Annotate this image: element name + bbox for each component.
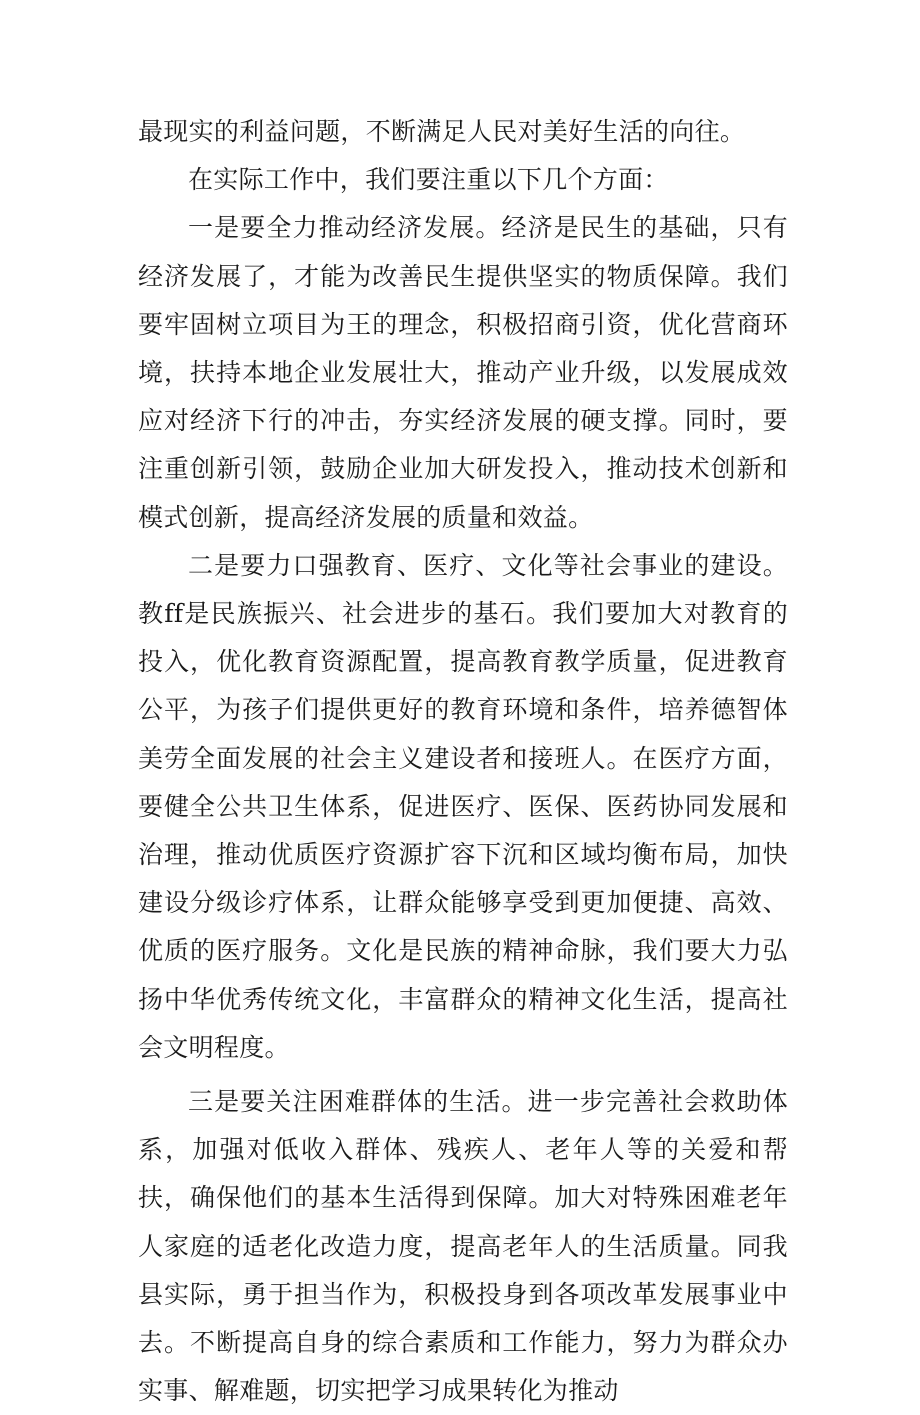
paragraph-2: 在实际工作中，我们要注重以下几个方面： (188, 165, 669, 195)
paragraph-4: 二是要力口强教育、医疗、文化等社会事业的建设。教ff是民族振兴、社会进步的基石。我们要加大对教育的投入，优化教育资源配置，提高教育教学质量，促进教育公平，为孩子们提供更好的教育环境和条件，培养德智体美劳全面发展的社会主义建设者和接班人。在医疗方面，要健全公共卫生体系，促进医疗、医保、医药协同发展和治理，推动优质医疗资源扩容下沉和区域均衡布局，加快建设分级诊疗体系，让群众能够享受到更加便捷、高效、优质的医疗服务。文化是民族的精神命脉，我们要大力弘扬中华优秀传统文化，丰富群众的精神文化生活，提高社会文明程度。 (138, 550, 788, 1062)
document-body (138, 108, 788, 1415)
paragraph-5: 三是要关注困难群体的生活。进一步完善社会救助体系，加强对低收入群体、残疾人、老年人等的关爱和帮扶，确保他们的基本生活得到保障。加大对特殊困难老年人家庭的适老化改造力度，提高老年人的生活质量。同我县实际，勇于担当作为，积极投身到各项改革发展事业中去。不断提高自身的综合素质和工作能力，努力为群众办实事、解难题，切实把学习成果转化为推动 (138, 1087, 788, 1406)
paragraph-1: 最现实的利益问题，不断满足人民对美好生活的向往。 (138, 117, 746, 146)
paragraph-3: 一是要全力推动经济发展。经济是民生的基础，只有经济发展了，才能为改善民生提供坚实的物质保障。我们要牢固树立项目为王的理念，积极招商引资，优化营商环境，扶持本地企业发展壮大，推动产业升级，以发展成效应对经济下行的冲击，夯实经济发展的硬支撑。同时，要注重创新引领，鼓励企业加大研发投入，推动技术创新和模式创新，提高经济发展的质量和效益。 (138, 213, 788, 532)
